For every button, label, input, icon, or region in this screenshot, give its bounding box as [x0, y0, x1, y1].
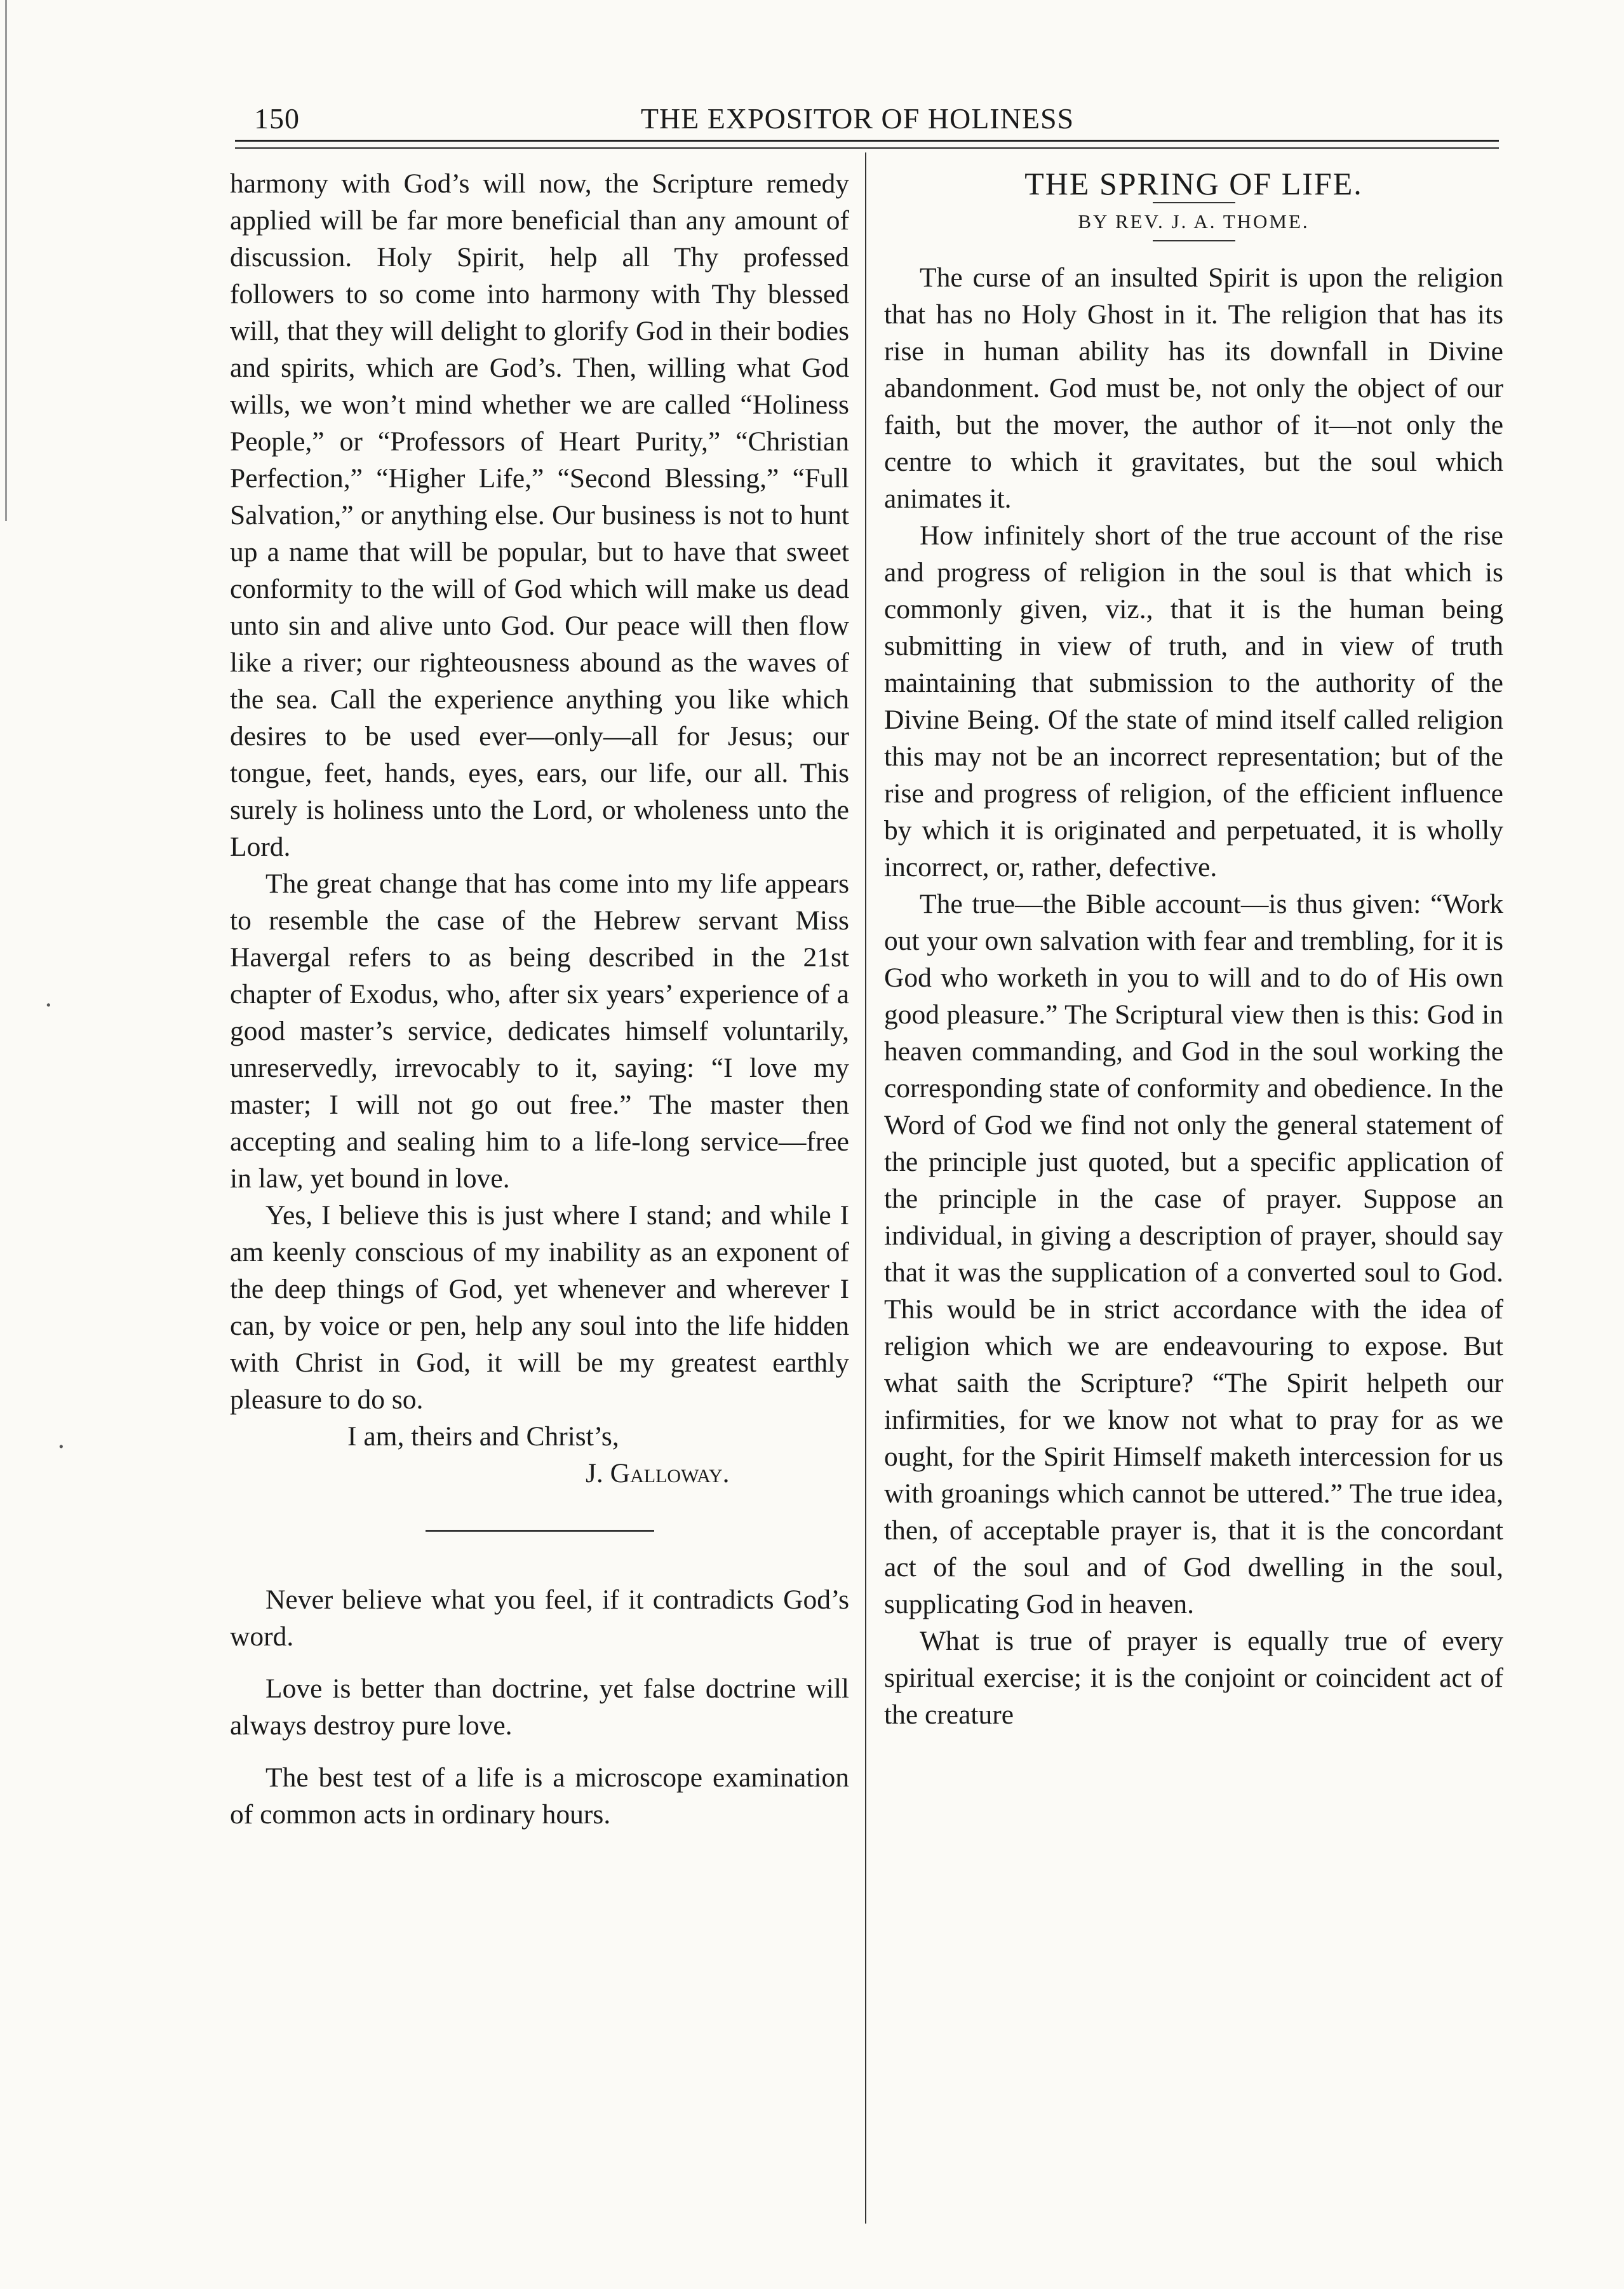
body-paragraph: Yes, I believe this is just where I stand; and while I am keenly conscious of my inability as an exponent of the deep things of God, yet whenever and wherever I can, by voice or pen, help any soul into the life hidden with Christ in God, it will be my greatest earthly pleasure to do so.: [230, 1200, 849, 1415]
body-paragraph: harmony with God’s will now, the Scripture remedy applied will be far more beneficial than any amount of discussion. Holy Spirit, help all Thy professed followers to so come into harmony with Thy blessed will, that they will delight to glorify God in their bodies and spirits, which are God’s. Then, willing what God wills, we won’t mind whether we are called “Holiness People,” or “Professors of Heart Purity,” “Christian Perfection,” “Higher Life,” “Second Blessing,” “Full Salvation,” or anything else. Our business is not to hunt up a name that will be popular, but to have that sweet conformity to the will of God which will make us dead unto sin and alive unto God. Our peace will then flow like a river; our righteousness abound as the waves of the sea. Call the experience anything you like which desires to be used ever—only—all for Jesus; our tongue, feet, hands, eyes, ears, our life, our all. This surely is holiness unto the Lord, or wholeness unto the Lord.: [230, 168, 849, 862]
signature: J. Galloway.: [586, 1458, 730, 1489]
page-edge-shadow: [5, 0, 7, 521]
body-paragraph: The true—the Bible account—is thus given: “Work out your own salvation with fear and trembling, for it is God who worketh in you to will and to do of His own good pleasure.” The Scriptural view then is this: God in heaven commanding, and God in the soul working the corresponding state of conformity and obedience. In the Word of God we find not only the general statement of the principle just quoted, but a specific application of the principle in the case of prayer. Suppose an individual, in giving a description of prayer, should say that it was the supplication of a converted soul to God. This would be in strict accordance with the idea of religion which we are endeavouring to expose. But what saith the Scripture? “The Spirit helpeth our infirmities, for we know not what to pray for as we ought, for the Spirit Himself maketh intercession for us with groanings which cannot be uttered.” The true idea, then, of acceptable prayer is, that it is the concordant act of the soul and of God dwelling in the soul, supplicating God in heaven.: [884, 889, 1503, 1619]
running-head: [216, 83, 1499, 133]
header-rule-top: [235, 140, 1499, 142]
signoff-line: I am, theirs and Christ’s,: [347, 1421, 619, 1452]
left-column: [230, 165, 849, 1848]
byline-rule: [1153, 240, 1235, 241]
header-rule-bottom: [235, 147, 1499, 149]
column-divider: [865, 152, 866, 2224]
section-rule: [426, 1530, 654, 1532]
maxim: The best test of a life is a microscope examination of common acts in ordinary hours.: [230, 1762, 849, 1830]
maxim: Never believe what you feel, if it contradicts God’s word.: [230, 1584, 849, 1652]
page-number: 150: [254, 102, 300, 135]
journal-title: THE EXPOSITOR OF HOLINESS: [640, 102, 1075, 135]
right-column: [884, 165, 1503, 1733]
page: [216, 57, 1503, 2243]
body-paragraph: The great change that has come into my life appears to resemble the case of the Hebrew servant Miss Havergal refers to as being described in the 21st chapter of Exodus, who, after six years’ experience of a good master’s service, dedicates himself voluntarily, unreservedly, irrevocably to it, saying: “I love my master; I will not go out free.” The master then accepting and sealing him to a life-long service—free in law, yet bound in love.: [230, 868, 849, 1194]
margin-speck: ·: [44, 991, 53, 1020]
body-paragraph: How infinitely short of the true account of the rise and progress of religion in the soul is that which is commonly given, viz., that it is the human being submitting in view of truth, and in view of truth maintaining that submission to the authority of the Divine Being. Of the state of mind itself called religion this may not be an incorrect representation; but of the rise and progress of religion, of the efficient influence by which it is originated and perpetuated, it is wholly incorrect, or, rather, defective.: [884, 520, 1503, 882]
body-paragraph: The curse of an insulted Spirit is upon the religion that has no Holy Ghost in it. The religion that has its rise in human ability has its downfall in Divine abandonment. God must be, not only the object of our faith, but the mover, the author of it—not only the centre to which it gravitates, but the soul which animates it.: [884, 262, 1503, 514]
article-title: THE SPRING OF LIFE.: [1024, 166, 1363, 201]
margin-speck: ·: [57, 1433, 65, 1462]
body-paragraph: What is true of prayer is equally true of every spiritual exercise; it is the conjoint or coincident act of the creature: [884, 1626, 1503, 1730]
maxim: Love is better than doctrine, yet false doctrine will always destroy pure love.: [230, 1673, 849, 1741]
byline: BY REV. J. A. THOME.: [1078, 210, 1310, 233]
